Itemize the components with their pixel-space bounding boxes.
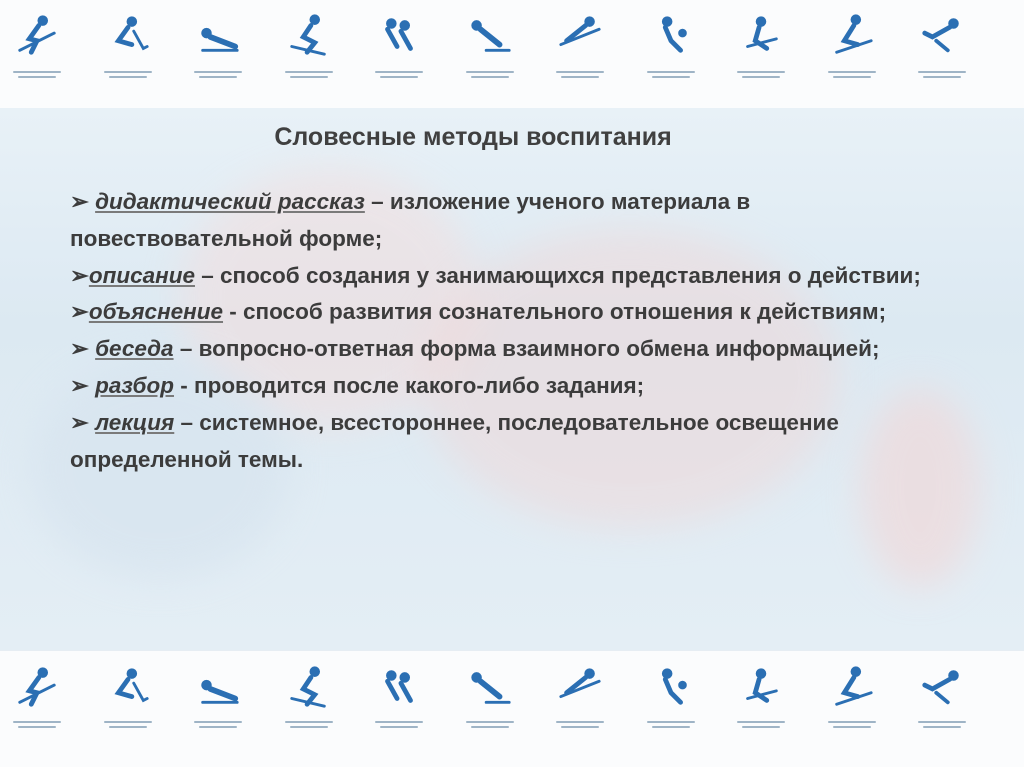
method-term: дидактический рассказ — [95, 189, 365, 214]
method-item — [70, 258, 970, 295]
pictogram-caption — [277, 718, 341, 736]
pictogram-caption — [910, 68, 974, 86]
snowboard-cross-icon — [648, 12, 694, 58]
snowboard-slopestyle-icon — [919, 664, 965, 710]
pictogram-caption — [186, 68, 250, 86]
pictogram-caption — [639, 68, 703, 86]
method-description: – изложение ученого материала в повествовательной форме; — [70, 189, 751, 251]
short-track-icon — [376, 12, 422, 58]
freestyle-moguls-icon — [738, 664, 784, 710]
method-item — [70, 331, 970, 368]
pictogram-caption — [729, 718, 793, 736]
method-term: описание — [88, 262, 195, 288]
freestyle-skiing-icon — [14, 12, 60, 58]
pictogram-caption — [548, 68, 612, 86]
method-item — [70, 294, 970, 331]
method-item — [70, 368, 970, 405]
snowboard-parallel-icon — [829, 12, 875, 58]
cross-country-icon — [286, 664, 332, 710]
slide-title: Словесные методы воспитания — [274, 123, 672, 151]
method-term: разбор — [95, 372, 174, 398]
pictogram-caption — [367, 718, 431, 736]
arrow-bullet-icon: ➢ — [70, 299, 89, 325]
pictogram-caption — [910, 718, 974, 736]
pictogram-caption — [96, 718, 160, 736]
curling-icon — [376, 664, 422, 710]
pictogram-caption — [5, 718, 69, 736]
ski-jumping-icon — [557, 12, 603, 58]
pictogram-caption — [548, 718, 612, 736]
pictogram-caption — [5, 68, 69, 86]
arrow-bullet-icon: ➢ — [70, 409, 96, 435]
pictogram-caption — [96, 68, 160, 86]
arrow-bullet-icon: ➢ — [70, 189, 96, 214]
freestyle-ski-cross-icon — [829, 664, 875, 710]
method-term: объяснение — [88, 299, 224, 325]
arrow-bullet-icon: ➢ — [70, 262, 89, 288]
pictogram-caption — [277, 68, 341, 86]
pictogram-caption — [820, 68, 884, 86]
pictogram-caption — [458, 718, 522, 736]
ice-hockey-icon — [105, 12, 151, 58]
arrow-bullet-icon: ➢ — [70, 372, 96, 398]
method-description: - проводится после какого-либо задания; — [173, 372, 645, 398]
pictogram-caption — [367, 68, 431, 86]
pictogram-caption — [458, 68, 522, 86]
pictogram-caption — [186, 718, 250, 736]
arrow-bullet-icon: ➢ — [70, 336, 96, 362]
method-description: – вопросно-ответная форма взаимного обмена информацией; — [173, 336, 880, 362]
nordic-combined-icon — [286, 12, 332, 58]
snowboard-halfpipe-icon — [738, 12, 784, 58]
biathlon-icon — [105, 664, 151, 710]
bobsleigh-icon — [195, 664, 241, 710]
pictogram-caption — [820, 718, 884, 736]
luge-icon — [195, 12, 241, 58]
method-term: лекция — [95, 409, 175, 435]
pictogram-caption — [729, 68, 793, 86]
pictogram-caption — [639, 718, 703, 736]
method-item — [70, 184, 970, 258]
freestyle-aerials-icon — [557, 664, 603, 710]
figure-skating-icon — [467, 664, 513, 710]
method-description: – системное, всестороннее, последовательное освещение определенной темы. — [70, 409, 839, 472]
method-description: – способ создания у занимающихся представления о действии; — [194, 262, 921, 288]
method-description: - способ развития сознательного отношения к действиям; — [223, 299, 887, 325]
alpine-skiing-icon — [14, 664, 60, 710]
speed-skating-icon — [919, 12, 965, 58]
skeleton-icon — [467, 12, 513, 58]
methods-list — [70, 184, 970, 478]
method-item — [70, 405, 970, 479]
freestyle-halfpipe-icon — [648, 664, 694, 710]
method-term: беседа — [95, 336, 174, 362]
